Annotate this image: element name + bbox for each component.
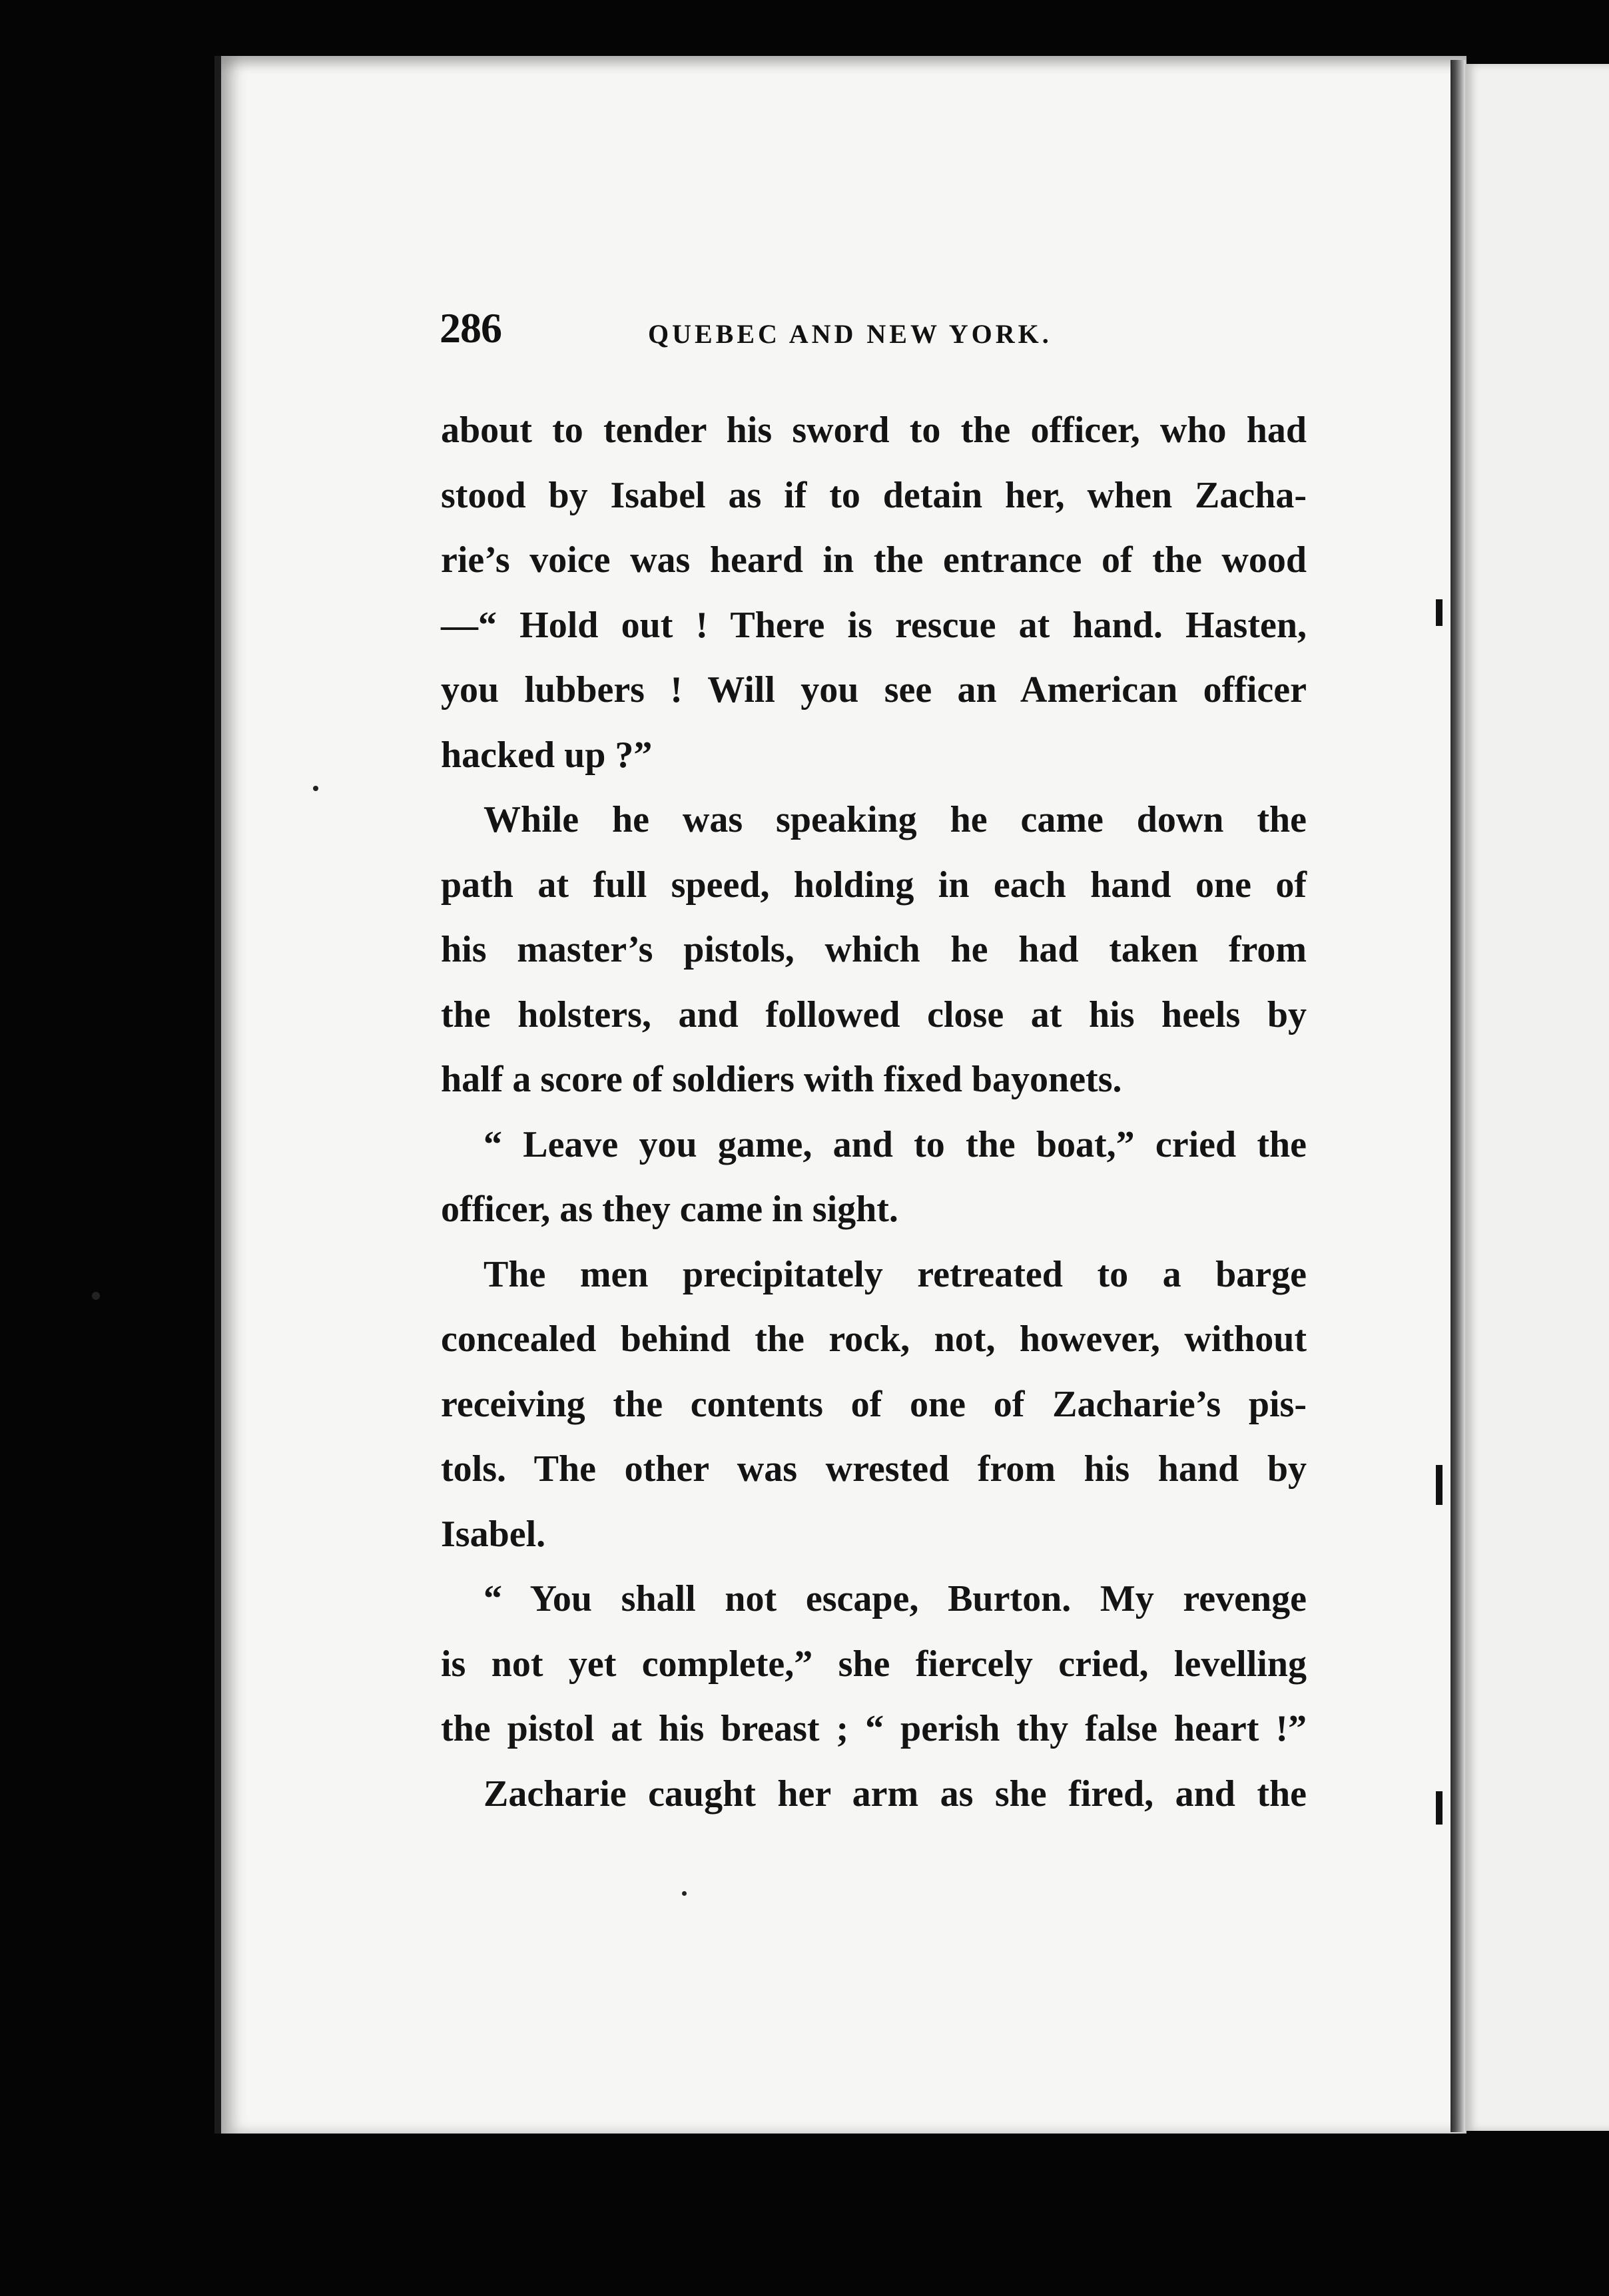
scan-speck (92, 1292, 100, 1300)
text-line: —“ Hold out ! There is rescue at hand. Hasten, (441, 604, 1307, 646)
text-line: Zacharie caught her arm as she fired, and the (483, 1773, 1307, 1815)
text-line: “ You shall not escape, Burton. My revenge (483, 1578, 1307, 1619)
text-line: “ Leave you game, and to the boat,” cried the (483, 1123, 1307, 1165)
scan-speck (682, 1891, 687, 1896)
text-line: Isabel. (441, 1513, 546, 1555)
text-line: tols. The other was wrested from his hand by (441, 1448, 1307, 1490)
text-line: is not yet complete,” she fiercely cried, levelling (441, 1643, 1307, 1685)
book-page-right-edge (1465, 64, 1609, 2131)
text-line: The men precipitately retreated to a barge (483, 1253, 1307, 1295)
text-line: his master’s pistols, which he had taken from (441, 929, 1307, 970)
running-head: QUEBEC AND NEW YORK. (648, 319, 1052, 349)
text-line: officer, as they came in sight. (441, 1189, 898, 1230)
gutter-mark (1436, 1791, 1443, 1825)
body-text (441, 398, 1307, 1827)
text-line: path at full speed, holding in each hand one of (441, 864, 1307, 906)
text-line: the holsters, and followed close at his heels by (441, 994, 1307, 1035)
page-number: 286 (440, 304, 501, 352)
text-line: the pistol at his breast ; “ perish thy false heart !” (441, 1708, 1307, 1749)
text-line: concealed behind the rock, not, however, without (441, 1318, 1307, 1360)
text-line: receiving the contents of one of Zacharie’s pis- (441, 1383, 1307, 1425)
text-line: hacked up ?” (441, 734, 653, 776)
page-header (440, 300, 1305, 360)
text-line: you lubbers ! Will you see an American officer (441, 669, 1307, 711)
text-line: half a score of soldiers with fixed bayonets. (441, 1059, 1122, 1100)
text-line: While he was speaking he came down the (483, 799, 1307, 840)
text-line: rie’s voice was heard in the entrance of the wood (441, 539, 1307, 581)
text-line: about to tender his sword to the officer, who had (441, 410, 1307, 451)
scan-speck (313, 786, 318, 791)
text-line: stood by Isabel as if to detain her, when Zacha- (441, 474, 1307, 516)
gutter-mark (1436, 1465, 1443, 1505)
gutter-mark (1436, 599, 1443, 626)
book-gutter (1450, 60, 1465, 2132)
